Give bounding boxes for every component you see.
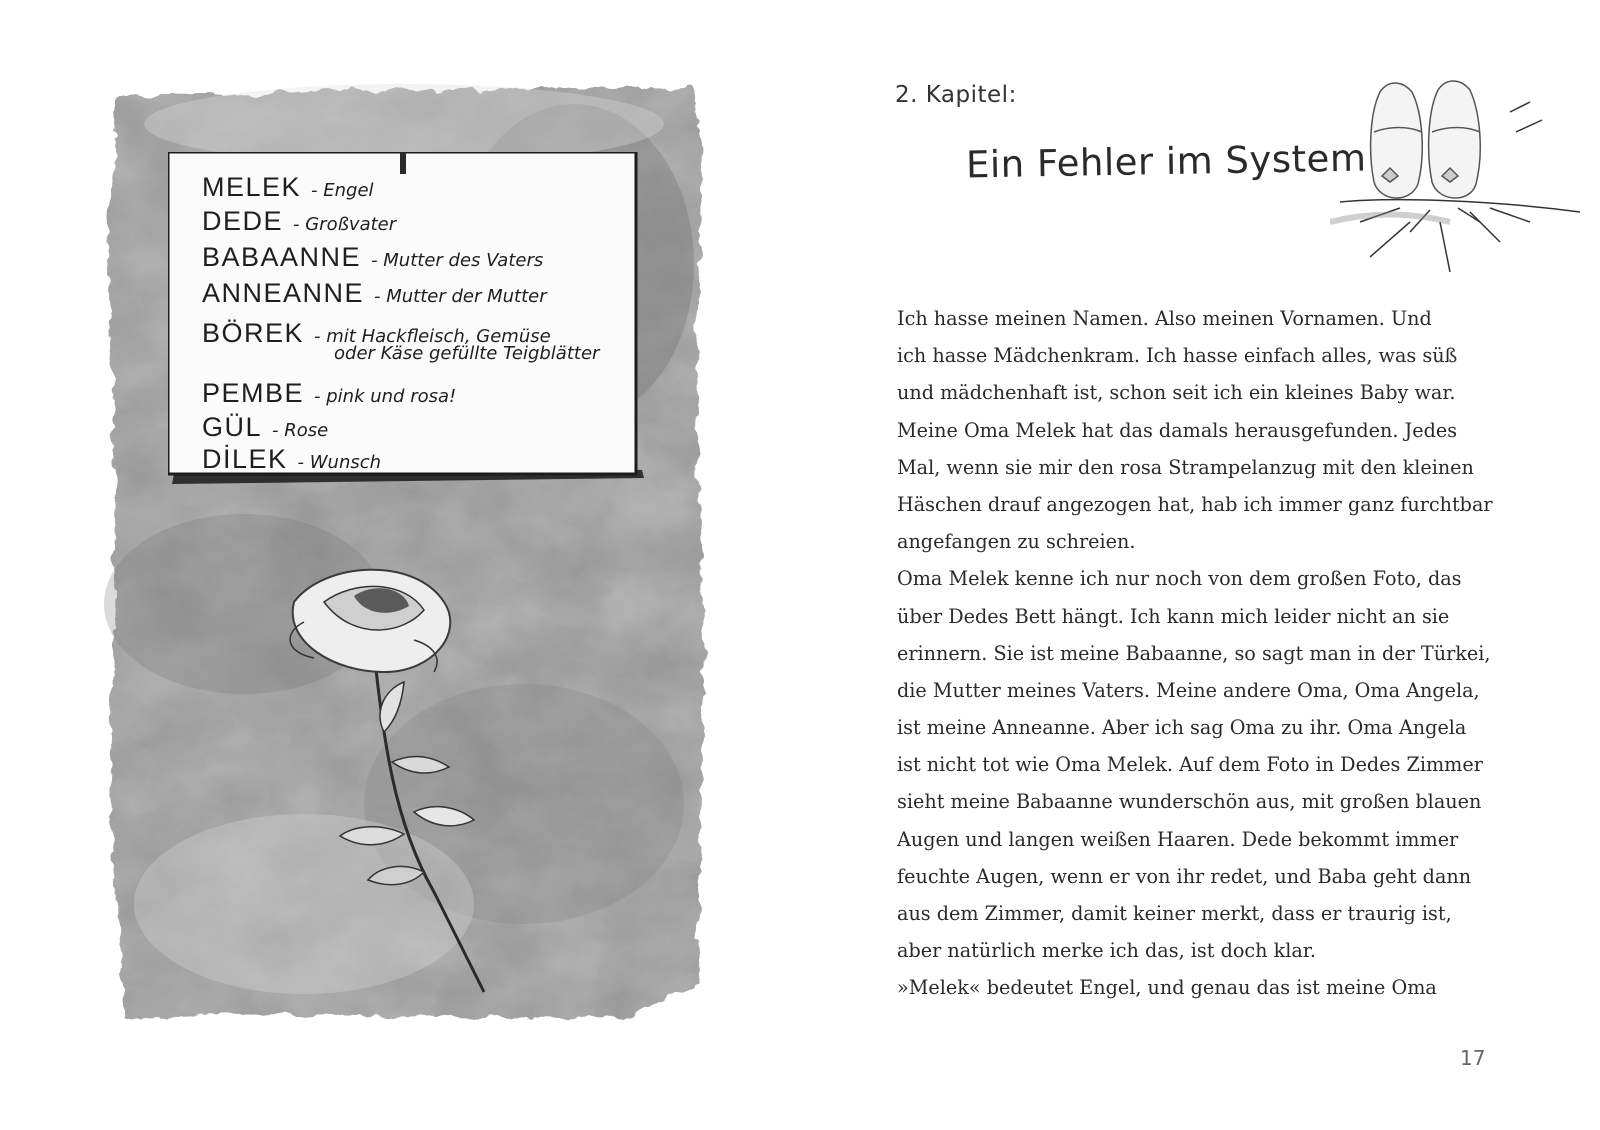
text-line: und mädchenhaft ist, schon seit ich ein kleines Baby war. [897, 381, 1456, 405]
glossary-entry [202, 172, 374, 203]
text-line: ich hasse Mädchenkram. Ich hasse einfach alles, was süß [897, 344, 1458, 368]
glossary-entry [202, 242, 543, 273]
text-line: angefangen zu schreien. [897, 530, 1136, 554]
body-text [897, 300, 1497, 1007]
text-line: Ich hasse meinen Namen. Also meinen Vornamen. Und [897, 307, 1432, 330]
glossary-note [168, 152, 644, 484]
text-line: Mal, wenn sie mir den rosa Strampelanzug mit den kleinen [897, 455, 1474, 479]
shoes-icon [1330, 72, 1590, 292]
glossary-meaning: - Großvater [293, 214, 397, 235]
text-line: aus dem Zimmer, damit keiner merkt, dass er traurig ist, [897, 902, 1452, 925]
text-line: feuchte Augen, wenn er von ihr redet, und Baba geht dann [897, 864, 1472, 888]
text-line: Meine Oma Melek hat das damals herausgefunden. Jedes [897, 418, 1458, 442]
text-line: Häschen drauf angezogen hat, hab ich immer ganz furchtbar [897, 492, 1493, 516]
text-line: Augen und langen weißen Haaren. Dede bekommt immer [897, 827, 1459, 851]
glossary-meaning: - Rose [272, 420, 329, 441]
glossary-meaning: - Engel [311, 180, 374, 201]
glossary-entry [202, 318, 599, 364]
glossary-word: ANNEANNE [202, 278, 365, 308]
glossary-meaning-continued: oder Käse gefüllte Teigblätter [334, 343, 600, 364]
page-number: 17 [1460, 1046, 1486, 1070]
text-line: aber natürlich merke ich das, ist doch klar. [897, 939, 1316, 963]
glossary-word: DEDE [202, 206, 284, 236]
glossary-entry [202, 444, 381, 475]
glossary-entry [202, 378, 456, 409]
glossary-meaning: - pink und rosa! [314, 386, 457, 407]
glossary-entry [202, 206, 396, 237]
text-line: »Melek« bedeutet Engel, und genau das ist meine Oma [897, 976, 1437, 1000]
chapter-label: 2. Kapitel: [895, 82, 1017, 108]
rose-icon [264, 562, 524, 1002]
glossary-meaning: - mit Hackfleisch, Gemüse [314, 326, 551, 347]
text-line: sieht meine Babaanne wunderschön aus, mit großen blauen [897, 790, 1482, 814]
glossary-word: BABAANNE [202, 242, 362, 272]
glossary-word: DİLEK [202, 444, 288, 474]
text-line: ist meine Anneanne. Aber ich sag Oma zu ihr. Oma Angela [897, 716, 1467, 740]
glossary-meaning: - Mutter des Vaters [371, 250, 544, 271]
glossary-word: MELEK [202, 172, 302, 202]
glossary-entry [202, 278, 547, 309]
text-line: erinnern. Sie ist meine Babaanne, so sagt man in der Türkei, [897, 641, 1491, 665]
text-line: Oma Melek kenne ich nur noch von dem großen Foto, das [897, 567, 1462, 591]
glossary-entry [202, 412, 328, 443]
text-line: die Mutter meines Vaters. Meine andere Oma, Oma Angela, [897, 678, 1480, 702]
glossary-word: PEMBE [202, 378, 305, 408]
watercolor-illustration [104, 84, 710, 1024]
glossary-list [168, 152, 644, 484]
glossary-word: GÜL [202, 412, 263, 442]
text-line: ist nicht tot wie Oma Melek. Auf dem Foto in Dedes Zimmer [897, 753, 1483, 777]
glossary-word: BÖREK [202, 318, 305, 348]
glossary-meaning: - Wunsch [297, 452, 382, 473]
chapter-title: Ein Fehler im System [965, 136, 1367, 187]
text-line: über Dedes Bett hängt. Ich kann mich leider nicht an sie [897, 604, 1450, 628]
glossary-meaning: - Mutter der Mutter [374, 286, 547, 307]
